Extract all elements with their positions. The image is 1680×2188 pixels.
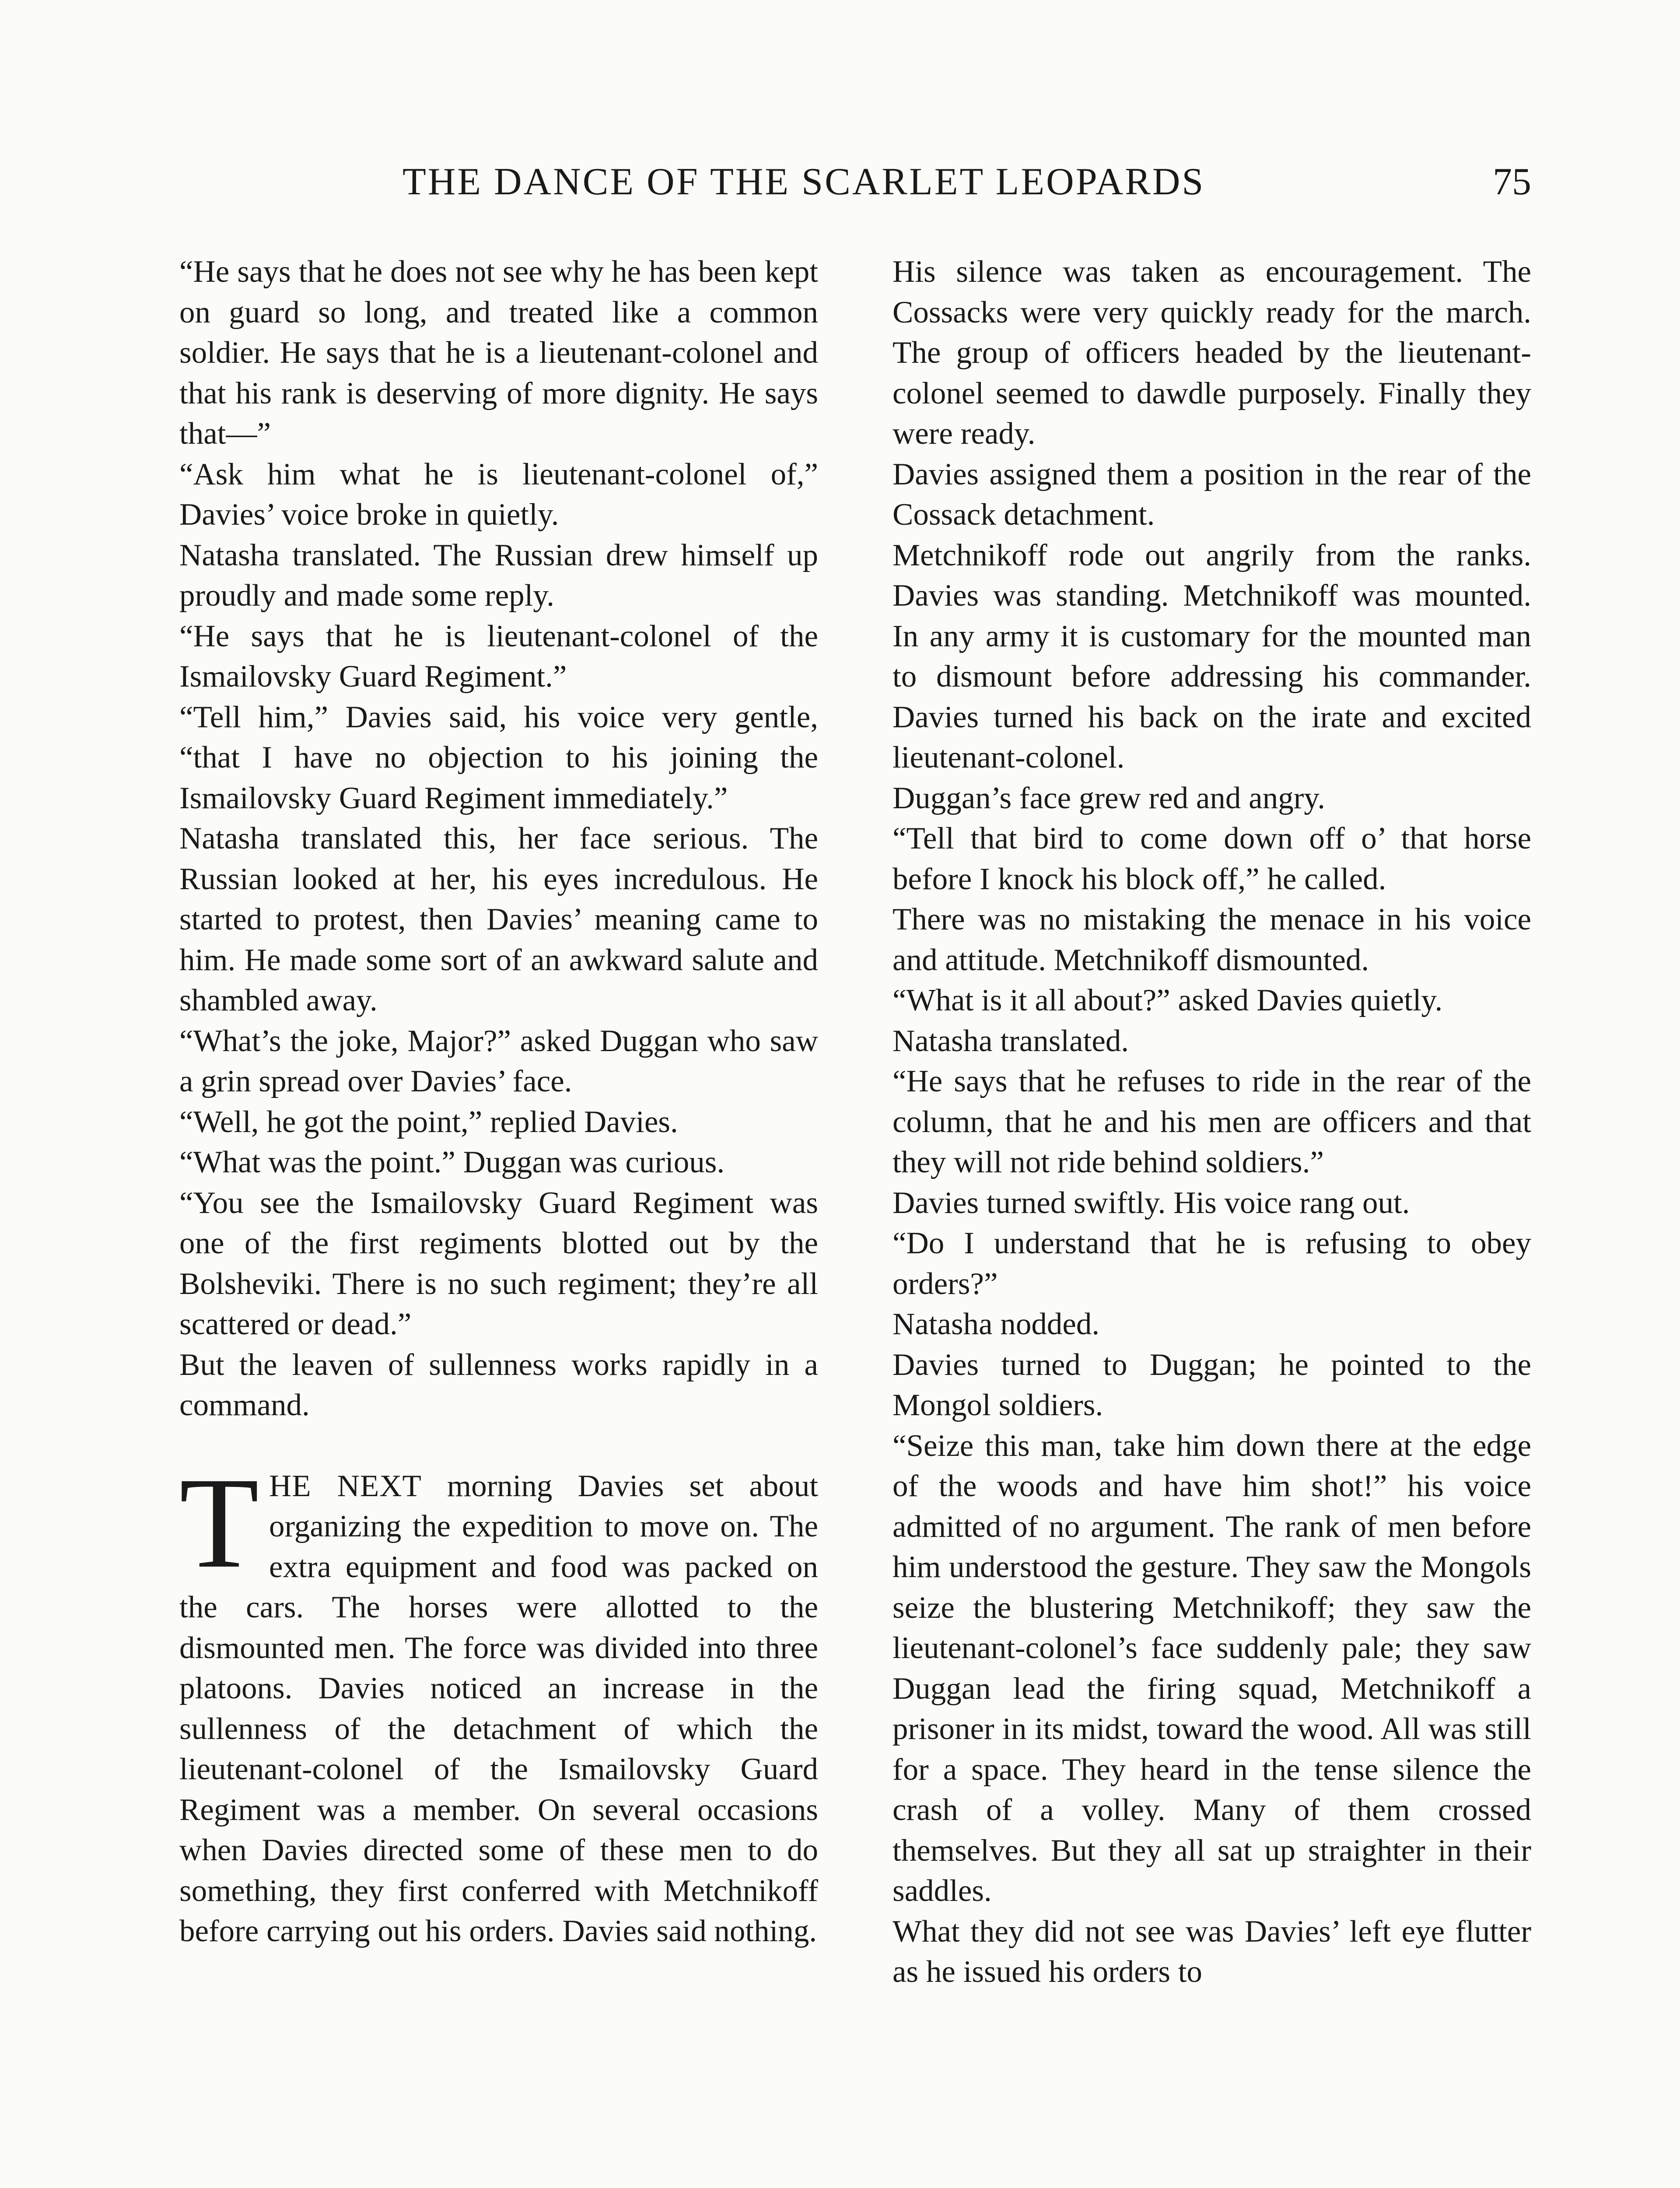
running-title: THE DANCE OF THE SCARLET LEOPARDS	[402, 161, 1205, 203]
paragraph: But the leaven of sullenness works rapidly in a command.	[179, 1347, 818, 1422]
left-column	[179, 252, 818, 1952]
paragraph: “You see the Ismailovsky Guard Regiment was one of the first regiments blotted out by the Bolsheviki. There is no such regiment; they’re all scattered or dead.”	[179, 1185, 818, 1341]
right-column	[892, 252, 1531, 1992]
paragraph: Davies turned swiftly. His voice rang out.	[892, 1185, 1410, 1220]
paragraph: Duggan’s face grew red and angry.	[892, 781, 1325, 815]
paragraph: “What’s the joke, Major?” asked Duggan who saw a grin spread over Davies’ face.	[179, 1024, 818, 1098]
paragraph: His silence was taken as encouragement. The Cossacks were very quickly ready for the march. The group of officers headed by the lieutenant-colonel seemed to dawdle purposely. Finally they were ready.	[892, 255, 1531, 451]
section-lead-words: THE NEXT	[179, 1450, 422, 1595]
paragraph: “He says that he refuses to ride in the rear of the column, that he and his men are officers and that they will not ride behind soldiers.”	[892, 1064, 1531, 1179]
running-head	[175, 160, 1531, 212]
page-number: 75	[1493, 161, 1531, 203]
paragraph: Davies assigned them a position in the rear of the Cossack detachment.	[892, 457, 1531, 532]
paragraph: “He says that he does not see why he has been kept on guard so long, and treated like a common soldier. He says that he is a lieutenant-colonel and that his rank is deserving of more dignity. He says that—”	[179, 255, 818, 451]
paragraph: What they did not see was Davies’ left eye flutter as he issued his orders to	[892, 1914, 1531, 1989]
paragraph: “Tell that bird to come down off o’ that horse before I knock his block off,” he called.	[892, 821, 1531, 896]
paragraph: “Seize this man, take him down there at the edge of the woods and have him shot!” his voice admitted of no argument. The rank of men before him understood the gesture. They saw the Mongols seize the blustering Metchnikoff; they saw the lieutenant-colonel’s face suddenly pale; they saw Duggan lead the firing squad, Metchnikoff a prisoner in its midst, toward the wood. All was still for a space. They heard in the tense silence the crash of a volley. Many of them crossed themselves. But they all sat up straighter in their saddles.	[892, 1428, 1531, 1908]
section-opening-paragraph	[179, 1450, 818, 1952]
paragraph: “What is it all about?” asked Davies quietly.	[892, 983, 1443, 1017]
paragraph: Natasha nodded.	[892, 1307, 1100, 1341]
paragraph: Metchnikoff rode out angrily from the ranks. Davies was standing. Metchnikoff was mounted. In any army it is customary for the mounted man to dismount before addressing his commander. Davies turned his back on the irate and excited lieutenant-colonel.	[892, 538, 1531, 775]
paragraph: Natasha translated.	[892, 1024, 1129, 1058]
paragraph: “He says that he is lieutenant-colonel of the Ismailovsky Guard Regiment.”	[179, 619, 818, 694]
paragraph: Natasha translated. The Russian drew himself up proudly and made some reply.	[179, 538, 818, 613]
paragraph: “Tell him,” Davies said, his voice very gentle, “that I have no objection to his joining the Ismailovsky Guard Regiment immediately.”	[179, 700, 818, 815]
paragraph: “Ask him what he is lieutenant-colonel of,” Davies’ voice broke in quietly.	[179, 457, 818, 532]
paragraph: “What was the point.” Duggan was curious.	[179, 1145, 725, 1179]
paragraph: “Do I understand that he is refusing to obey orders?”	[892, 1226, 1531, 1301]
paragraph: Natasha translated this, her face serious. The Russian looked at her, his eyes incredulous. He started to protest, then Davies’ meaning came to him. He made some sort of an awkward salute and shambled away.	[179, 821, 818, 1017]
paragraph: Davies turned to Duggan; he pointed to the Mongol soldiers.	[892, 1347, 1531, 1422]
paragraph: There was no mistaking the menace in his voice and attitude. Metchnikoff dismounted.	[892, 902, 1531, 977]
section-opening-text: morning Davies set about organizing the expedition to move on. The extra equipment and food was packed on the cars. The horses were allotted to the dismounted men. The force was divided into three platoons. Davies noticed an increase in the sullenness of the detachment of which the lieutenant-colonel of the Ismailovsky Guard Regiment was a member. On several occasions when Davies directed some of these men to do something, they first conferred with Metchnikoff before carrying out his orders. Davies said nothing.	[179, 1469, 818, 1948]
paragraph: “Well, he got the point,” replied Davies.	[179, 1105, 678, 1139]
